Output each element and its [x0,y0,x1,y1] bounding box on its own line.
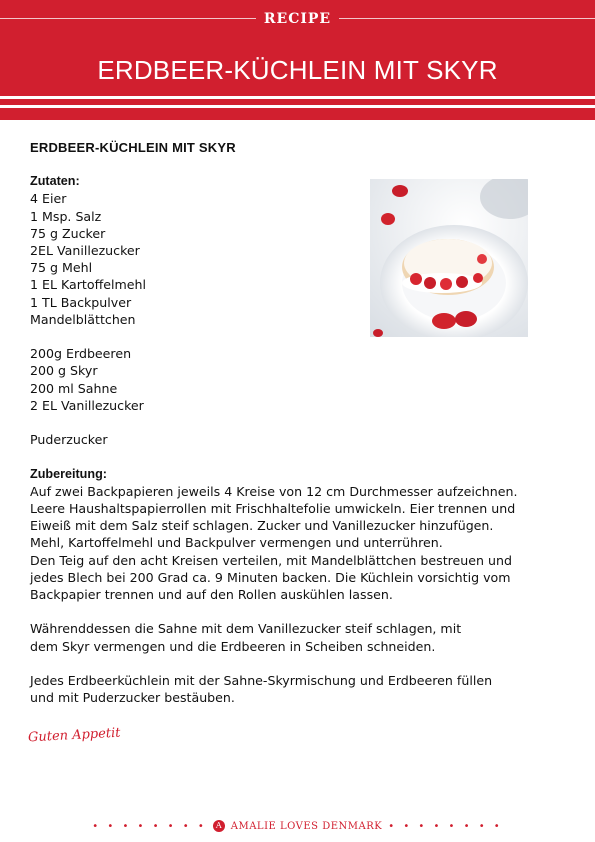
ingredient-item: 200g Erdbeeren [30,346,132,362]
ingredient-item: 75 g Zucker [30,225,106,241]
strawberry-cake-illustration [370,179,528,337]
ingredient-item: Mandelblättchen [30,311,136,327]
preparation-paragraph-2 [30,620,570,654]
preparation-line: Backpapier trennen und auf den Rollen auskühlen lassen. [30,587,393,603]
ingredient-item: 1 EL Kartoffelmehl [30,277,146,293]
preparation-paragraph-1 [30,483,570,603]
decorative-dots: • • • • • • • • [388,820,503,832]
preparation-line: jedes Blech bei 200 Grad ca. 9 Minuten backen. Die Küchlein vorsichtig vom [30,569,511,585]
preparation-line: Den Teig auf den acht Kreisen verteilen, mit Mandelblättchen bestreuen und [30,552,512,568]
spacer [30,414,570,431]
preparation-heading: Zubereitung: [30,466,107,481]
brand-name: AMALIE LOVES DENMARK [230,820,383,832]
footer-brand [0,818,595,834]
ingredients-list-3 [30,431,570,448]
preparation-line: Währenddessen die Sahne mit dem Vanillezucker steif schlagen, mit [30,621,462,637]
preparation-line: dem Skyr vermengen und die Erdbeeren in Scheiben schneiden. [30,638,436,654]
header-stripe [0,105,595,108]
recipe-tag [0,8,595,27]
preparation-paragraph-3 [30,672,570,706]
spacer [30,448,570,465]
ingredient-item: 200 ml Sahne [30,380,118,396]
ingredient-item: 2EL Vanillezucker [30,243,140,259]
signature-guten-appetit: Guten Appetit [27,725,121,746]
spacer [30,655,570,672]
ingredient-item: 200 g Skyr [30,363,98,379]
recipe-header-banner [0,0,595,120]
ingredients-list-2 [30,345,570,414]
preparation-line: und mit Puderzucker bestäuben. [30,690,235,706]
preparation-line: Jedes Erdbeerküchlein mit der Sahne-Skyrmischung und Erdbeeren füllen [30,673,493,689]
preparation-line: Mehl, Kartoffelmehl und Backpulver vermengen und unterrühren. [30,535,443,551]
strawberry-cake-photo [370,179,528,337]
recipe-tag-label: RECIPE [256,11,339,27]
ingredient-item: 1 TL Backpulver [30,294,132,310]
brand-logo-icon: A [213,820,225,832]
ingredient-item: Puderzucker [30,432,108,448]
decorative-dots: • • • • • • • • [92,820,207,832]
ingredients-heading: Zutaten: [30,174,80,189]
ingredient-item: 4 Eier [30,191,67,207]
ingredient-item: 1 Msp. Salz [30,208,102,224]
ingredient-item: 75 g Mehl [30,260,93,276]
page-title: ERDBEER-KÜCHLEIN MIT SKYR [97,55,498,85]
header-stripe [0,96,595,99]
preparation-line: Auf zwei Backpapieren jeweils 4 Kreise von 12 cm Durchmesser aufzeichnen. [30,483,518,499]
spacer [30,603,570,620]
recipe-title: ERDBEER-KÜCHLEIN MIT SKYR [30,140,236,155]
ingredient-item: 2 EL Vanillezucker [30,397,144,413]
preparation-line: Eiweiß mit dem Salz steif schlagen. Zucker und Vanillezucker hinzufügen. [30,518,494,534]
preparation-line: Leere Haushaltspapierrollen mit Frischhaltefolie umwickeln. Eier trennen und [30,501,516,517]
